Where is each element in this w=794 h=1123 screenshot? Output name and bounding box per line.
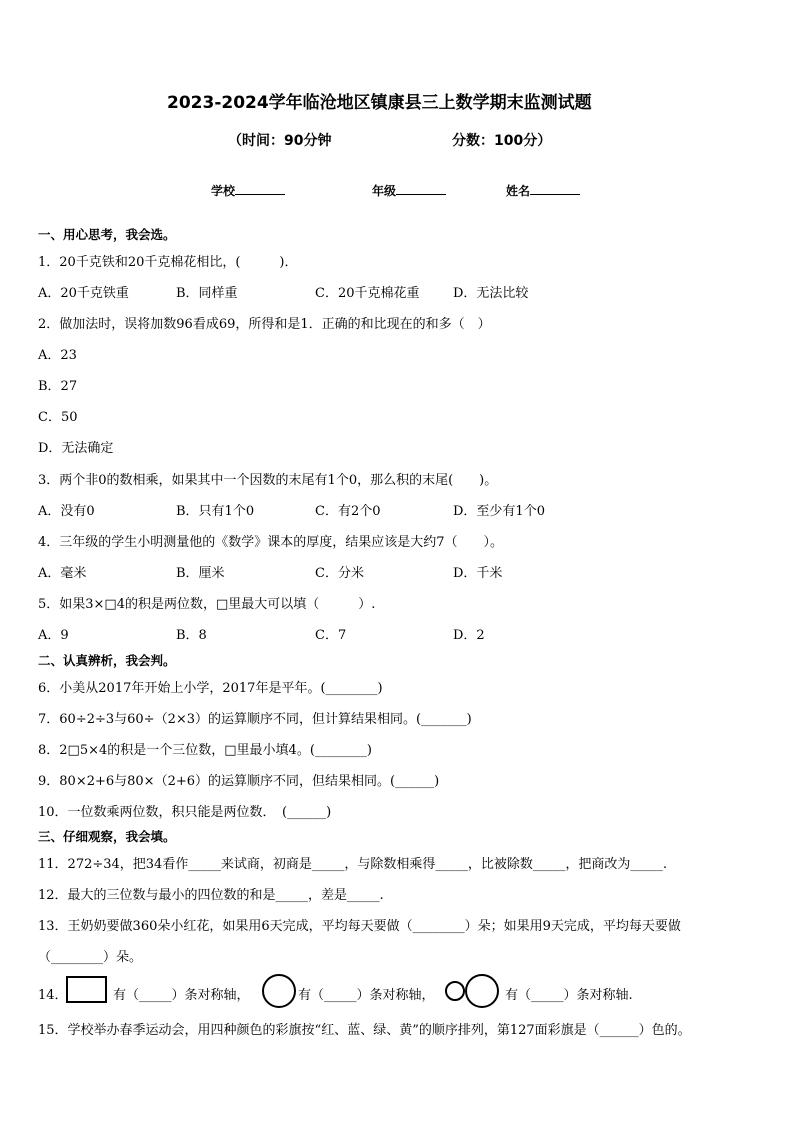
question-3-option-d[interactable]: D．至少有1个0 xyxy=(453,504,545,519)
question-4-option-d[interactable]: D．千米 xyxy=(453,566,503,581)
question-14-rectangle-text[interactable]: 有（_____）条对称轴， xyxy=(113,988,250,1003)
question-13-line-1[interactable]: 13．王奶奶要做360朵小红花，如果用6天完成，平均每天要做（________）朵；如果用9天完成，平均每天要做 xyxy=(38,919,681,934)
exam-time: （时间：90分钟 xyxy=(228,133,332,149)
question-3-option-c[interactable]: C．有2个0 xyxy=(315,504,381,519)
question-4-option-a[interactable]: A．毫米 xyxy=(38,566,87,581)
question-3-option-a[interactable]: A．没有0 xyxy=(38,504,95,519)
question-3-stem: 3．两个非0的数相乘，如果其中一个因数的末尾有1个0，那么积的末尾( )。 xyxy=(38,473,498,488)
question-8[interactable]: 8．2□5×4的积是一个三位数，□里最小填4。(________) xyxy=(38,743,372,758)
question-14-circle-text[interactable]: 有（_____）条对称轴， xyxy=(298,988,435,1003)
question-14-two-circles-text[interactable]: 有（_____）条对称轴. xyxy=(505,988,633,1003)
question-10[interactable]: 10．一位数乘两位数，积只能是两位数． (______) xyxy=(38,805,332,820)
question-2-option-a[interactable]: A．23 xyxy=(38,348,77,363)
grade-field[interactable] xyxy=(372,182,446,199)
question-4-option-b[interactable]: B．厘米 xyxy=(176,566,225,581)
question-1-option-a[interactable]: A．20千克铁重 xyxy=(38,286,129,301)
question-1-stem: 1．20千克铁和20千克棉花相比，( )． xyxy=(38,255,298,270)
school-field[interactable] xyxy=(211,182,285,199)
question-15[interactable]: 15．学校举办春季运动会，用四种颜色的彩旗按“红、蓝、绿、黄”的顺序排列，第127面彩旗是（______）色的。 xyxy=(38,1023,691,1038)
question-2-option-b[interactable]: B．27 xyxy=(38,379,78,394)
question-2-stem: 2．做加法时，误将加数96看成69，所得和是1．正确的和比现在的和多（ ） xyxy=(38,317,491,332)
question-1-option-c[interactable]: C．20千克棉花重 xyxy=(315,286,420,301)
name-field[interactable] xyxy=(506,182,580,199)
circle-figure xyxy=(262,974,296,1008)
grade-blank[interactable] xyxy=(396,182,446,195)
question-2-option-d[interactable]: D．无法确定 xyxy=(38,441,114,456)
question-7[interactable]: 7．60÷2÷3与60÷（2×3）的运算顺序不同，但计算结果相同。(_______) xyxy=(38,712,472,727)
question-2-option-c[interactable]: C．50 xyxy=(38,410,78,425)
question-14-number: 14． xyxy=(38,988,68,1003)
question-3-option-b[interactable]: B．只有1个0 xyxy=(176,504,255,519)
name-label: 姓名 xyxy=(506,184,531,198)
question-11[interactable]: 11．272÷34，把34看作_____来试商，初商是_____，与除数相乘得_____，比被除数_____，把商改为_____. xyxy=(38,857,667,872)
question-1-option-d[interactable]: D．无法比较 xyxy=(453,286,529,301)
school-label: 学校 xyxy=(211,184,236,198)
question-4-option-c[interactable]: C．分米 xyxy=(315,566,364,581)
question-5-option-b[interactable]: B．8 xyxy=(176,628,207,643)
school-blank[interactable] xyxy=(235,182,285,195)
section-3-heading: 三、仔细观察，我会填。 xyxy=(38,829,176,844)
question-12[interactable]: 12．最大的三位数与最小的四位数的和是_____，差是_____. xyxy=(38,888,384,903)
question-13-line-2[interactable]: （________）朵。 xyxy=(38,950,143,965)
section-2-heading: 二、认真辨析，我会判。 xyxy=(38,653,176,668)
question-5-option-c[interactable]: C．7 xyxy=(315,628,347,643)
question-5-option-a[interactable]: A．9 xyxy=(38,628,69,643)
question-4-stem: 4．三年级的学生小明测量他的《数学》课本的厚度，结果应该是大约7（ ）。 xyxy=(38,535,504,550)
question-5-option-d[interactable]: D．2 xyxy=(453,628,485,643)
rectangle-figure xyxy=(66,976,107,1003)
section-1-heading: 一、用心思考，我会选。 xyxy=(38,227,176,242)
grade-label: 年级 xyxy=(372,184,397,198)
small-circle-figure xyxy=(445,981,465,1001)
question-1-option-b[interactable]: B．同样重 xyxy=(176,286,238,301)
name-blank[interactable] xyxy=(530,182,580,195)
question-9[interactable]: 9．80×2+6与80×（2+6）的运算顺序不同，但结果相同。(______) xyxy=(38,774,440,789)
question-6[interactable]: 6．小美从2017年开始上小学，2017年是平年。(________) xyxy=(38,681,383,696)
page-title: 2023-2024学年临沧地区镇康县三上数学期末监测试题 xyxy=(167,93,592,113)
question-5-stem: 5．如果3×□4的积是两位数，□里最大可以填（ ）. xyxy=(38,597,376,612)
large-circle-figure xyxy=(465,974,499,1008)
exam-score: 分数：100分） xyxy=(452,133,552,149)
